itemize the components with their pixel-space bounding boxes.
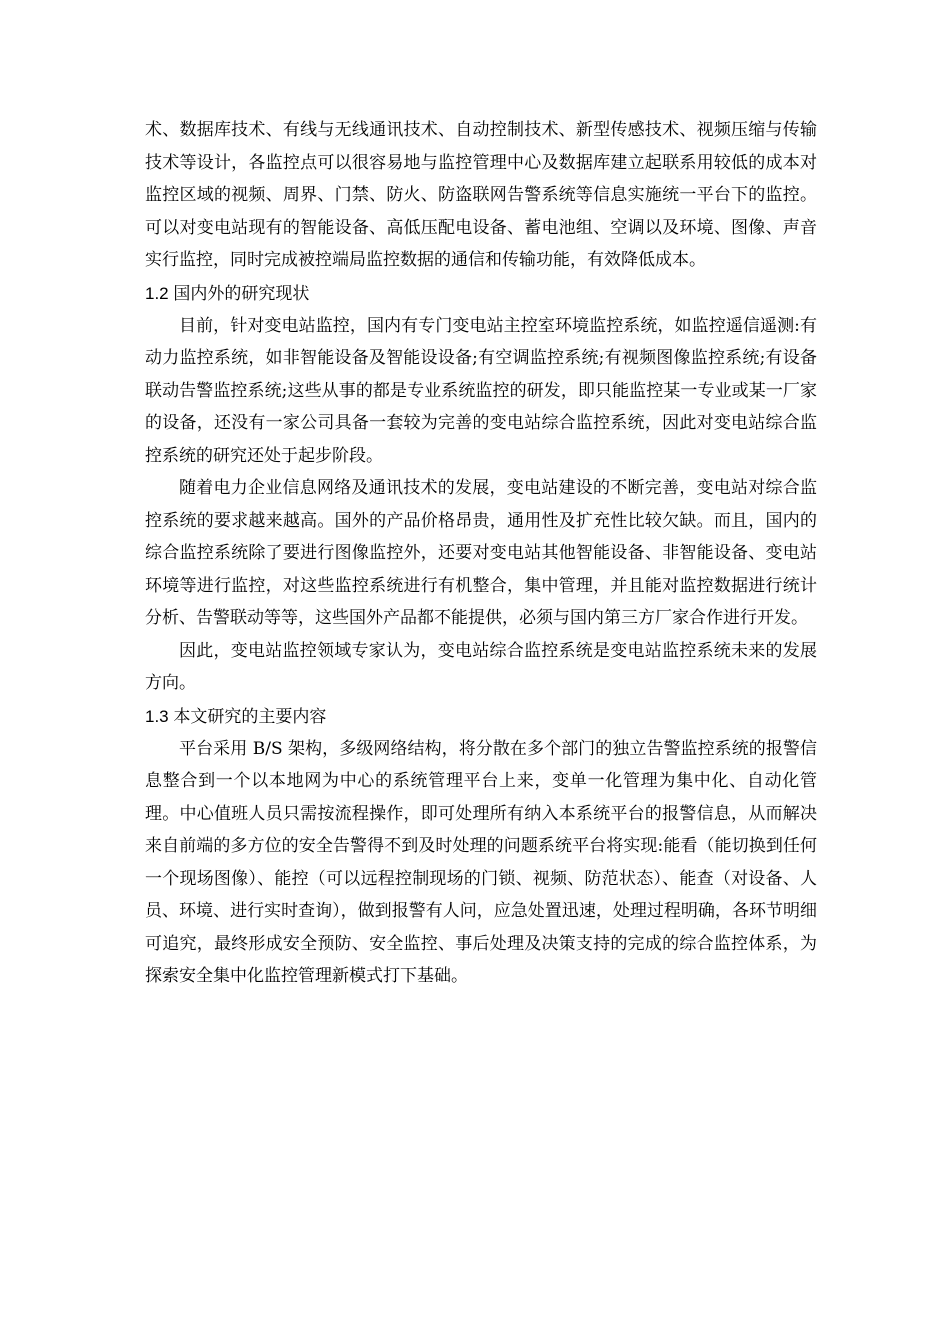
document-body: [145, 114, 817, 993]
section-1-2-paragraph-3: 因此，变电站监控领域专家认为，变电站综合监控系统是变电站监控系统未来的发展方向。: [145, 640, 817, 693]
section-1-2-paragraph-1: 目前，针对变电站监控，国内有专门变电站主控室环境监控系统，如监控遥信遥测:有动力监控系统，如非智能设备及智能设设备;有空调监控系统;有视频图像监控系统;有设备联动告警监控系统;这些从事的都是专业系统监控的研发，即只能监控某一专业或某一厂家的设备，还没有一家公司具备一套较为完善的变电站综合监控系统，因此对变电站综合监控系统的研究还处于起步阶段。: [145, 315, 817, 466]
section-heading-1-2: 1.2 国内外的研究现状: [145, 283, 310, 303]
section-1-3-paragraph-1: 平台采用 B/S 架构，多级网络结构，将分散在多个部门的独立告警监控系统的报警信息整合到一个以本地网为中心的系统管理平台上来，变单一化管理为集中化、自动化管理。中心值班人员只需按流程操作，即可处理所有纳入本系统平台的报警信息，从而解决来自前端的多方位的安全告警得不到及时处理的问题系统平台将实现:能看（能切换到任何一个现场图像）、能控（可以远程控制现场的门锁、视频、防范状态）、能查（对设备、人员、环境、进行实时查询），做到报警有人问，应急处置迅速，处理过程明确，各环节明细可追究，最终形成安全预防、安全监控、事后处理及决策支持的完成的综合监控体系，为探索安全集中化监控管理新模式打下基础。: [145, 738, 817, 986]
intro-paragraph: 术、数据库技术、有线与无线通讯技术、自动控制技术、新型传感技术、视频压缩与传输技术等设计，各监控点可以很容易地与监控管理中心及数据库建立起联系用较低的成本对监控区域的视频、周界、门禁、防火、防盗联网告警系统等信息实施统一平台下的监控。可以对变电站现有的智能设备、高低压配电设备、蓄电池组、空调以及环境、图像、声音实行监控，同时完成被控端局监控数据的通信和传输功能，有效降低成本。: [145, 120, 817, 270]
section-1-2-paragraph-2: 随着电力企业信息网络及通讯技术的发展，变电站建设的不断完善，变电站对综合监控系统的要求越来越高。国外的产品价格昂贵，通用性及扩充性比较欠缺。而且，国内的综合监控系统除了要进行图像监控外，还要对变电站其他智能设备、非智能设备、变电站环境等进行监控，对这些监控系统进行有机整合，集中管理，并且能对监控数据进行统计分析、告警联动等等，这些国外产品都不能提供，必须与国内第三方厂家合作进行开发。: [145, 478, 817, 628]
section-heading-1-3: 1.3 本文研究的主要内容: [145, 706, 327, 726]
